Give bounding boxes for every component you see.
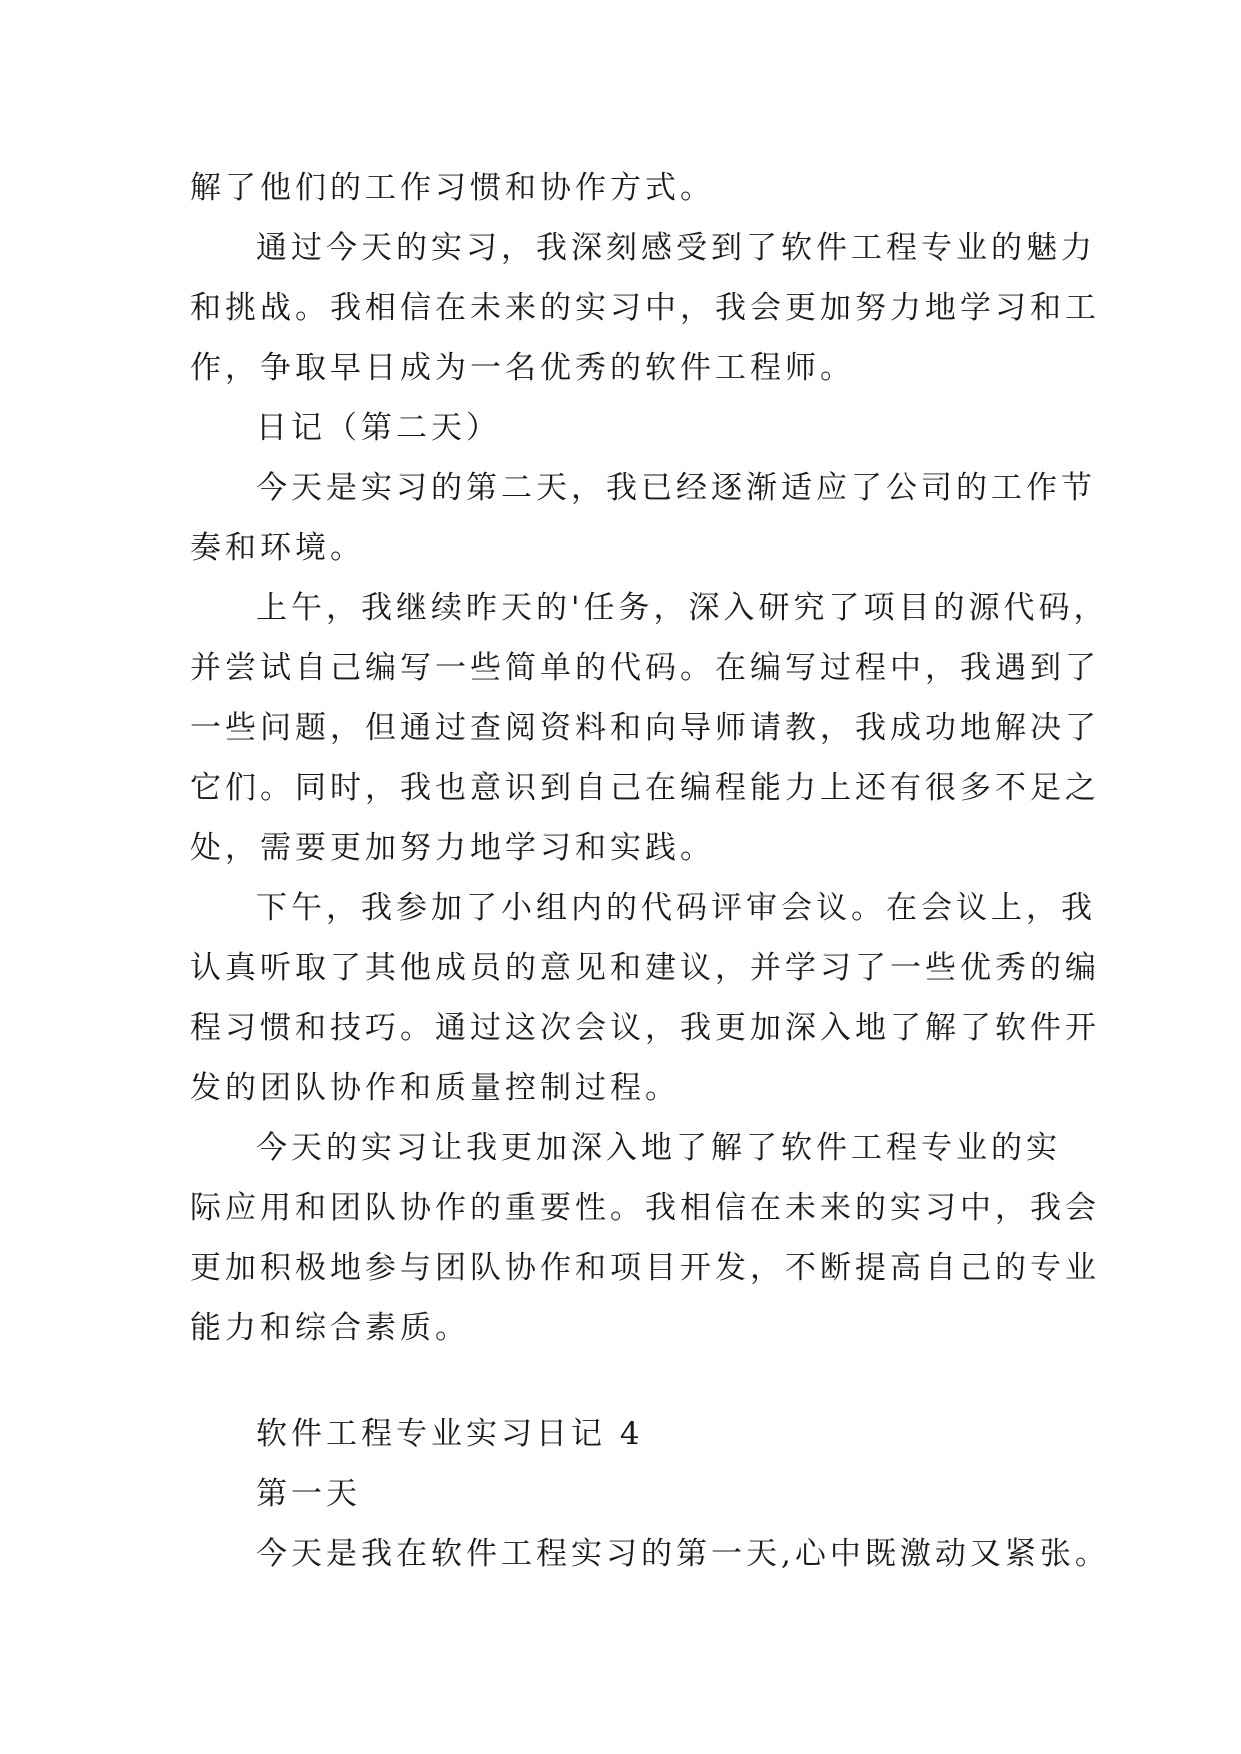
paragraph — [190, 218, 1100, 398]
text-line: 发的团队协作和质量控制过程。 — [190, 1070, 680, 1106]
paragraph — [190, 578, 1109, 878]
text-line: 能力和综合素质。 — [190, 1310, 470, 1346]
text-line: 日记（第二天） — [256, 410, 501, 446]
text-line: 奏和环境。 — [190, 530, 365, 566]
paragraph — [190, 458, 1096, 578]
text-line: 程习惯和技巧。通过这次会议，我更加深入地了解了软件开 — [190, 1010, 1100, 1046]
text-line: 今天是我在软件工程实习的第一天,心中既激动又紧张。 — [256, 1536, 1110, 1572]
text-line: 下午，我参加了小组内的代码评审会议。在会议上，我 — [256, 890, 1096, 926]
section-gap — [190, 1358, 1060, 1404]
text-line: 上午，我继续昨天的'任务，深入研究了项目的源代码， — [256, 590, 1109, 626]
document-body — [190, 158, 1110, 1584]
text-line: 通过今天的实习，我深刻感受到了软件工程专业的魅力 — [256, 230, 1096, 266]
text-line: 和挑战。我相信在未来的实习中，我会更加努力地学习和工 — [190, 290, 1100, 326]
text-line: 更加积极地参与团队协作和项目开发，不断提高自己的专业 — [190, 1250, 1100, 1286]
paragraph — [190, 1118, 1100, 1358]
text-line: 作，争取早日成为一名优秀的软件工程师。 — [190, 350, 855, 386]
text-line: 今天是实习的第二天，我已经逐渐适应了公司的工作节 — [256, 470, 1096, 506]
day-heading — [190, 1464, 1060, 1524]
text-line: 它们。同时，我也意识到自己在编程能力上还有很多不足之 — [190, 770, 1100, 806]
text-line: 一些问题，但通过查阅资料和向导师请教，我成功地解决了 — [190, 710, 1100, 746]
section-title — [190, 1404, 1060, 1464]
text-line: 第一天 — [256, 1476, 361, 1512]
text-line: 认真听取了其他成员的意见和建议，并学习了一些优秀的编 — [190, 950, 1100, 986]
paragraph — [190, 1524, 1110, 1584]
text-line: 解了他们的工作习惯和协作方式。 — [190, 170, 715, 206]
text-line: 际应用和团队协作的重要性。我相信在未来的实习中，我会 — [190, 1190, 1100, 1226]
text-line: 并尝试自己编写一些简单的代码。在编写过程中，我遇到了 — [190, 650, 1100, 686]
text-line: 处，需要更加努力地学习和实践。 — [190, 830, 715, 866]
text-line: 今天的实习让我更加深入地了解了软件工程专业的实 — [256, 1130, 1061, 1166]
text-line: 软件工程专业实习日记 4 — [256, 1416, 644, 1452]
paragraph — [190, 878, 1100, 1118]
paragraph — [190, 158, 1060, 218]
section-heading — [190, 398, 1060, 458]
